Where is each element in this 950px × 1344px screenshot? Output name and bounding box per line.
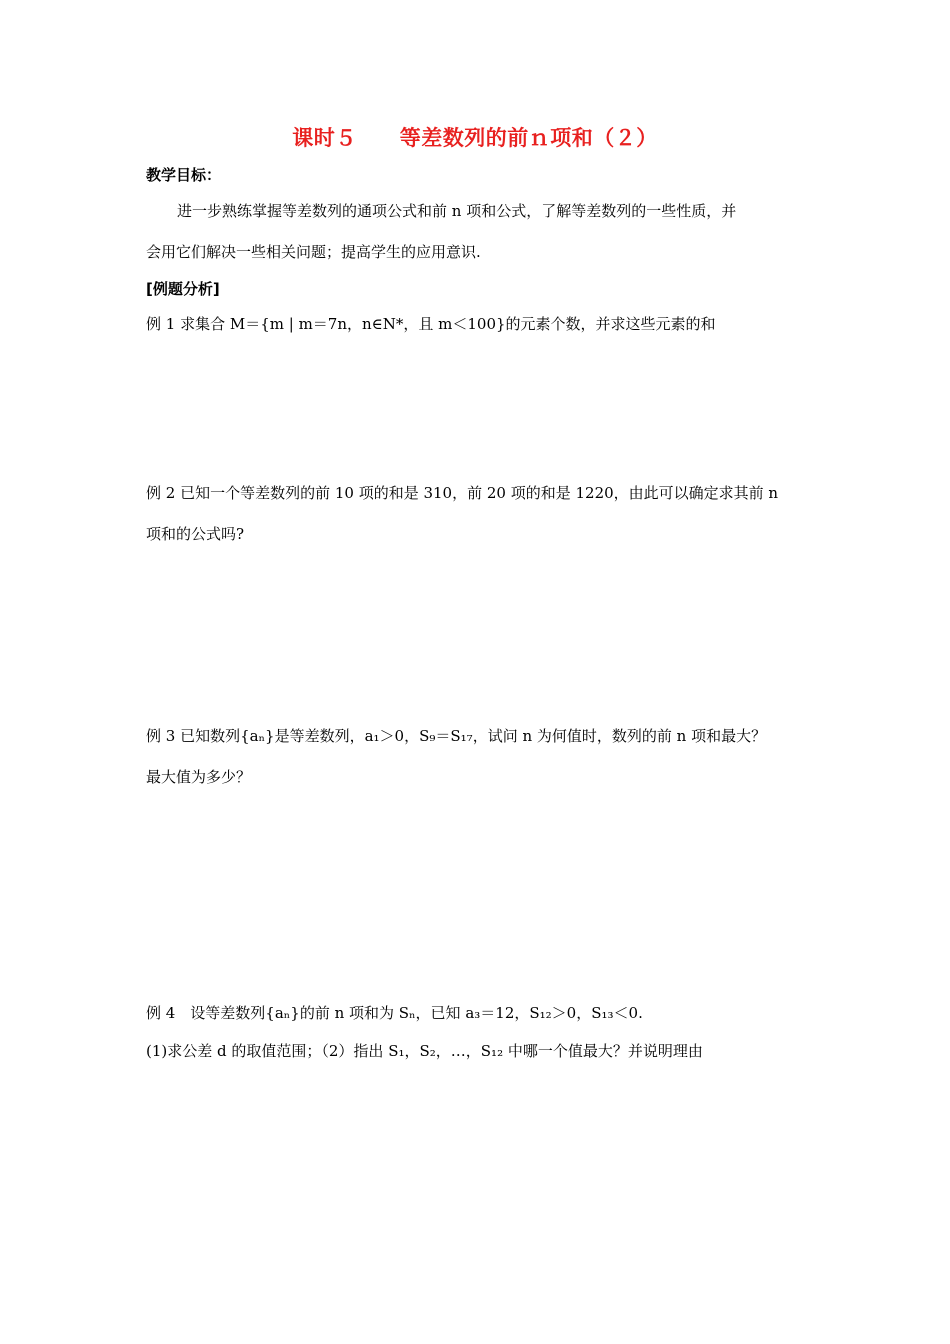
example-4-line-2: (1)求公差 d 的取值范围；（2）指出 S₁，S₂，…，S₁₂ 中哪一个值最大？并说明理由	[146, 1042, 703, 1060]
objectives-line-2: 会用它们解决一些相关问题；提高学生的应用意识.	[146, 243, 481, 261]
example-3-line-1: 例 3 已知数列{aₙ}是等差数列，a₁＞0，S₉＝S₁₇，试问 n 为何值时，数列的前 n 项和最大？	[146, 727, 767, 745]
example-2-line-2: 项和的公式吗?	[146, 525, 245, 543]
examples-heading: [例题分析]	[146, 280, 220, 298]
example-3-line-2: 最大值为多少？	[146, 768, 252, 786]
objectives-heading: 教学目标：	[146, 166, 222, 184]
objectives-line-1: 进一步熟练掌握等差数列的通项公式和前 n 项和公式，了解等差数列的一些性质，并	[177, 202, 737, 220]
example-1: 例 1 求集合 M＝{m | m＝7n，n∈N*，且 m＜100}的元素个数，并求这些元素的和	[146, 315, 716, 333]
page-title: 课时５ 等差数列的前ｎ项和（２）	[292, 126, 658, 150]
example-2-line-1: 例 2 已知一个等差数列的前 10 项的和是 310，前 20 项的和是 1220，由此可以确定求其前 n	[146, 484, 779, 502]
example-4-line-1: 例 4 设等差数列{aₙ}的前 n 项和为 Sₙ，已知 a₃＝12，S₁₂＞0，S₁₃＜0.	[146, 1004, 643, 1022]
